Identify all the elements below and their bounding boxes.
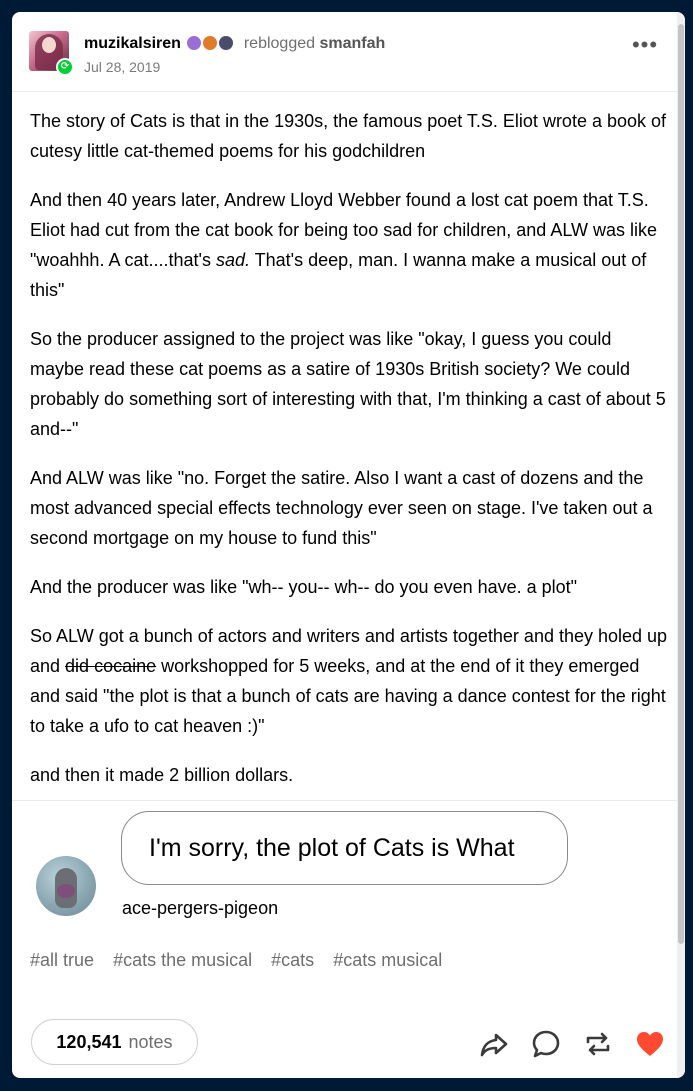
post-header — [12, 12, 677, 92]
more-options-button[interactable]: ••• — [631, 32, 659, 57]
italic-text: sad. — [215, 250, 250, 270]
badge-icon — [187, 36, 201, 50]
reblog-icon[interactable] — [582, 1028, 614, 1060]
paragraph: And then 40 years later, Andrew Lloyd Webber found a lost cat poem that T.S. Eliot had cut from the cat book for being too sad for children, and ALW was like "woahhh. A cat....that's sad. That's deep, man. I wanna make a musical out of this" — [30, 190, 658, 300]
paragraph: So the producer assigned to the project was like "okay, I guess you could maybe read these cat poems as a satire of 1930s British society? We could probably do something sort of interesting with that, I'm thinking a cast of about 5 and--" — [30, 329, 666, 439]
divider — [12, 800, 677, 801]
notes-label: notes — [128, 1032, 173, 1052]
post-body — [30, 106, 670, 809]
strikethrough-text: did cocaine — [65, 656, 157, 676]
notes-button[interactable] — [31, 1019, 198, 1065]
like-heart-icon[interactable] — [634, 1028, 666, 1060]
badge-icon — [203, 36, 217, 50]
reply-bubble: I'm sorry, the plot of Cats is What — [121, 811, 568, 885]
reply-icon[interactable] — [530, 1028, 562, 1060]
tag-list — [30, 950, 456, 971]
share-icon[interactable] — [478, 1028, 510, 1060]
paragraph: And the producer was like "wh-- you-- wh-- do you even have. a plot" — [30, 577, 578, 597]
paragraph: The story of Cats is that in the 1930s, the famous poet T.S. Eliot wrote a book of cutesy little cat-themed poems for his godchildren — [30, 111, 667, 161]
post-date[interactable]: Jul 28, 2019 — [84, 59, 161, 75]
tag-link[interactable]: #cats the musical — [113, 950, 253, 970]
tag-link[interactable]: #cats — [271, 950, 315, 970]
reblog-badge-icon: ⟳ — [56, 58, 74, 76]
scrollbar-track[interactable] — [677, 12, 685, 1078]
author-name[interactable]: muzikalsiren — [84, 35, 181, 52]
author-line — [84, 35, 385, 53]
post-card — [12, 12, 685, 1078]
reply-avatar[interactable] — [36, 856, 96, 916]
reblog-source[interactable]: smanfah — [319, 35, 386, 52]
tag-link[interactable]: #cats musical — [333, 950, 443, 970]
tag-link[interactable]: #all true — [30, 950, 95, 970]
scrollbar-thumb[interactable] — [678, 24, 684, 944]
badge-icon — [219, 36, 233, 50]
paragraph: and then it made 2 billion dollars. — [30, 765, 294, 785]
paragraph: So ALW got a bunch of actors and writers and artists together and they holed up and did cocaine workshopped for 5 weeks, and at the end of it they emerged and said "the plot is that a bunch of cats are having a dance contest for the right to take a ufo to cat heaven :)" — [30, 626, 668, 736]
reblogged-label: reblogged — [243, 35, 316, 52]
reply-username[interactable]: ace-pergers-pigeon — [122, 898, 279, 918]
notes-count: 120,541 — [56, 1032, 122, 1052]
paragraph: And ALW was like "no. Forget the satire. Also I want a cast of dozens and the most advanced special effects technology ever seen on stage. I've taken out a second mortgage on my house to fund this" — [30, 468, 653, 548]
